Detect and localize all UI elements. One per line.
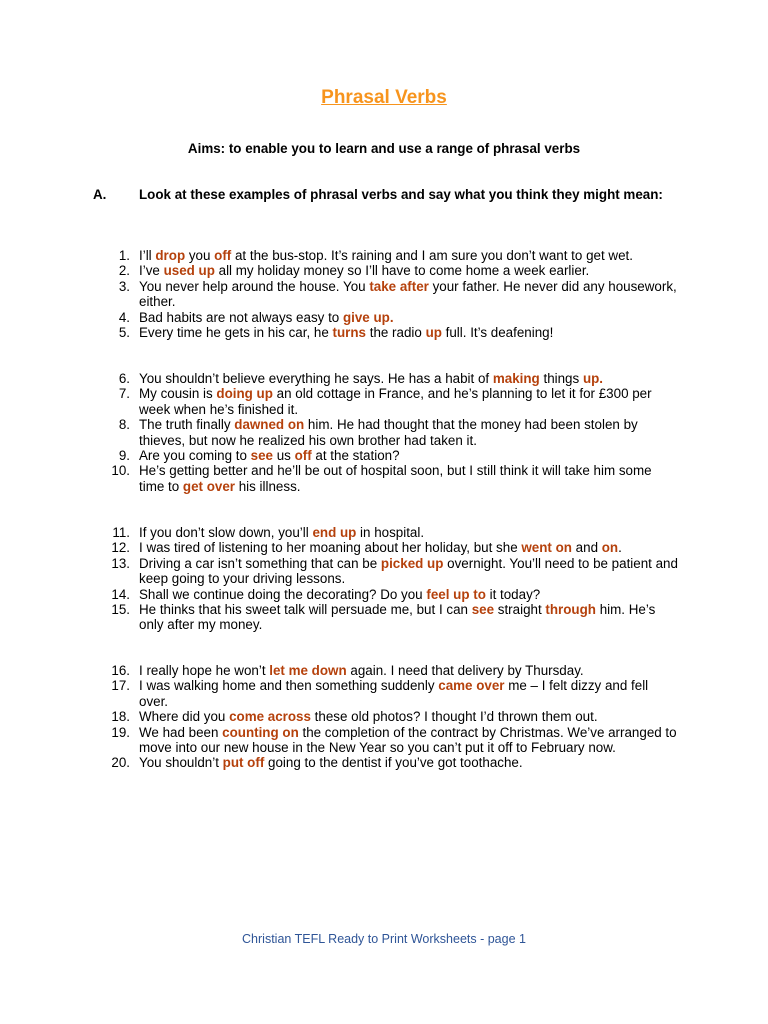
phrasal-verb-highlight: come across: [229, 709, 311, 725]
sentence-text: I was tired of listening to her moaning about her holiday, but she: [139, 540, 522, 556]
sentence-item: [110, 371, 680, 386]
phrasal-verb-highlight: dawned on: [234, 417, 305, 433]
sentence-text: overnight. You’ll need to be patient and keep going to your driving lessons.: [139, 555, 678, 587]
sentence-text: My cousin is: [139, 386, 217, 402]
phrasal-verb-highlight: turns: [332, 325, 366, 341]
sentence-text: an old cottage in France, and he’s planning to let it for £300 per week when he’s finished it.: [139, 386, 652, 417]
sentence-text: You never help around the house. You: [139, 278, 370, 294]
sentence-text: him. He had thought that the money had been stolen by thieves, but now he realized his own brother had taken it.: [139, 417, 638, 448]
item-number: 13.: [111, 555, 130, 571]
sentence-text: Shall we continue doing the decorating? Do you: [139, 586, 427, 602]
sentence-text: him. He’s only after my money.: [139, 602, 656, 633]
sentence-text: He’s getting better and he’ll be out of hospital soon, but I still think it will take him some time to: [139, 463, 652, 494]
phrasal-verb-highlight: picked up: [380, 555, 444, 571]
item-number: 4.: [118, 309, 130, 325]
sentence-text: .: [618, 540, 622, 556]
page-footer: Christian TEFL Ready to Print Worksheets - page 1: [242, 932, 526, 946]
page-title: Phrasal Verbs: [321, 87, 447, 108]
sentence-item: [110, 448, 680, 463]
sentence-item: [110, 602, 680, 633]
aims-heading: Aims: to enable you to learn and use a range of phrasal verbs: [187, 141, 581, 156]
phrasal-verb-highlight: get over: [182, 478, 235, 494]
sentence-text: the radio: [366, 325, 426, 341]
sentence-group-2: [110, 371, 680, 494]
phrasal-verb-highlight: through: [545, 602, 596, 618]
phrasal-verb-highlight: went on: [521, 540, 572, 556]
sentence-text: Every time he gets in his car, he: [139, 325, 333, 341]
item-number: 1.: [118, 248, 130, 263]
sentence-group-4: [110, 663, 680, 771]
item-number: 5.: [118, 325, 130, 341]
item-number: 2.: [118, 263, 130, 279]
sentence-text: You shouldn’t: [139, 755, 223, 771]
sentence-text: and: [571, 540, 602, 556]
sentence-text: these old photos? I thought I’d thrown them out.: [310, 709, 598, 725]
item-number: 12.: [111, 540, 130, 556]
sentence-text: it today?: [485, 586, 541, 602]
sentence-text: The truth finally: [139, 417, 235, 433]
item-number: 10.: [111, 463, 130, 479]
item-number: 6.: [118, 371, 130, 386]
sentence-text: He thinks that his sweet talk will persuade me, but I can: [139, 602, 472, 618]
item-number: 15.: [111, 602, 130, 618]
phrasal-verb-highlight: came over: [438, 678, 505, 694]
phrasal-verb-highlight: making: [492, 371, 540, 386]
phrasal-verb-highlight: used up: [163, 263, 215, 279]
sentence-item: [110, 540, 680, 555]
sentence-text: us: [273, 448, 295, 464]
sentence-item: [110, 725, 680, 756]
sentence-text: If you don’t slow down, you’ll: [139, 525, 313, 540]
item-number: 11.: [112, 525, 130, 540]
sentence-item: [110, 678, 680, 709]
item-number: 7.: [118, 386, 130, 402]
sentence-text: We had been: [139, 724, 223, 740]
section-instruction-text: Look at these examples of phrasal verbs and say what you think they might mean:: [139, 187, 663, 202]
sentence-text: full. It’s deafening!: [441, 325, 554, 341]
sentence-text: at the bus-stop. It’s raining and I am sure you don’t want to get wet.: [231, 248, 633, 263]
item-number: 14.: [111, 586, 130, 602]
phrasal-verb-highlight: off: [214, 248, 232, 263]
sentence-text: at the station?: [311, 448, 400, 464]
sentence-text: I’ve: [139, 263, 164, 279]
phrasal-verb-highlight: doing up: [216, 386, 273, 402]
item-number: 18.: [111, 709, 130, 725]
sentence-item: [110, 310, 680, 325]
sentence-item: [110, 263, 680, 278]
phrasal-verb-highlight: see: [250, 448, 273, 464]
phrasal-verb-highlight: feel up to: [426, 586, 486, 602]
sentence-item: [110, 463, 680, 494]
sentence-text: straight: [494, 602, 546, 618]
sentence-item: [110, 587, 680, 602]
sentence-text: you: [185, 248, 215, 263]
sentence-item: [110, 386, 680, 417]
sentence-group-3: [110, 525, 680, 633]
sentence-item: [110, 755, 680, 770]
phrasal-verb-highlight: let me down: [269, 663, 347, 678]
sentence-item: [110, 525, 680, 540]
sentence-text: You shouldn’t believe everything he says. He has a habit of: [139, 371, 493, 386]
sentence-text: the completion of the contract by Christmas. We’ve arranged to move into our new house in the New Year so you can’t put it off to February now.: [139, 724, 677, 756]
item-number: 8.: [118, 417, 130, 433]
sentence-text: Where did you: [139, 709, 230, 725]
item-number: 16.: [111, 663, 130, 678]
item-number: 9.: [118, 448, 130, 464]
phrasal-verb-highlight: on: [601, 540, 619, 556]
sentence-text: things: [539, 371, 583, 386]
sentence-group-1: [110, 248, 680, 340]
sentence-item: [110, 556, 680, 587]
sentence-text: your father. He never did any housework, either.: [139, 278, 677, 310]
sentence-text: I really hope he won’t: [139, 663, 270, 678]
item-number: 20.: [111, 755, 130, 771]
phrasal-verb-highlight: counting on: [222, 724, 299, 740]
phrasal-verb-highlight: up: [425, 325, 442, 341]
phrasal-verb-highlight: see: [471, 602, 495, 618]
sentence-text: his illness.: [235, 478, 301, 494]
sentence-item: [110, 279, 680, 310]
section-letter: A.: [93, 187, 107, 202]
sentence-text: in hospital.: [356, 525, 425, 540]
sentence-item: [110, 248, 680, 263]
sentence-text: I was walking home and then something suddenly: [139, 678, 439, 694]
phrasal-verb-highlight: off: [294, 448, 312, 464]
sentence-item: [110, 417, 680, 448]
sentence-item: [110, 325, 680, 340]
sentence-item: [110, 709, 680, 724]
item-number: 19.: [111, 724, 130, 740]
phrasal-verb-highlight: put off: [222, 755, 265, 771]
sentence-text: Driving a car isn’t something that can be: [139, 555, 381, 571]
sentence-text: I’ll: [139, 248, 156, 263]
sentence-text: again. I need that delivery by Thursday.: [346, 663, 584, 678]
sentence-text: me – I felt dizzy and fell over.: [139, 678, 649, 709]
sentence-text: Are you coming to: [139, 448, 251, 464]
phrasal-verb-highlight: drop: [155, 248, 186, 263]
phrasal-verb-highlight: give up.: [342, 309, 394, 325]
sentence-text: Bad habits are not always easy to: [139, 309, 343, 325]
phrasal-verb-highlight: end up: [312, 525, 357, 540]
phrasal-verb-highlight: up.: [582, 371, 604, 386]
sentence-text: going to the dentist if you’ve got toothache.: [264, 755, 523, 771]
sentence-item: [110, 663, 680, 678]
phrasal-verb-highlight: take after: [369, 278, 429, 294]
item-number: 17.: [111, 678, 130, 694]
item-number: 3.: [118, 278, 130, 294]
sentence-text: all my holiday money so I’ll have to come home a week earlier.: [214, 263, 590, 279]
